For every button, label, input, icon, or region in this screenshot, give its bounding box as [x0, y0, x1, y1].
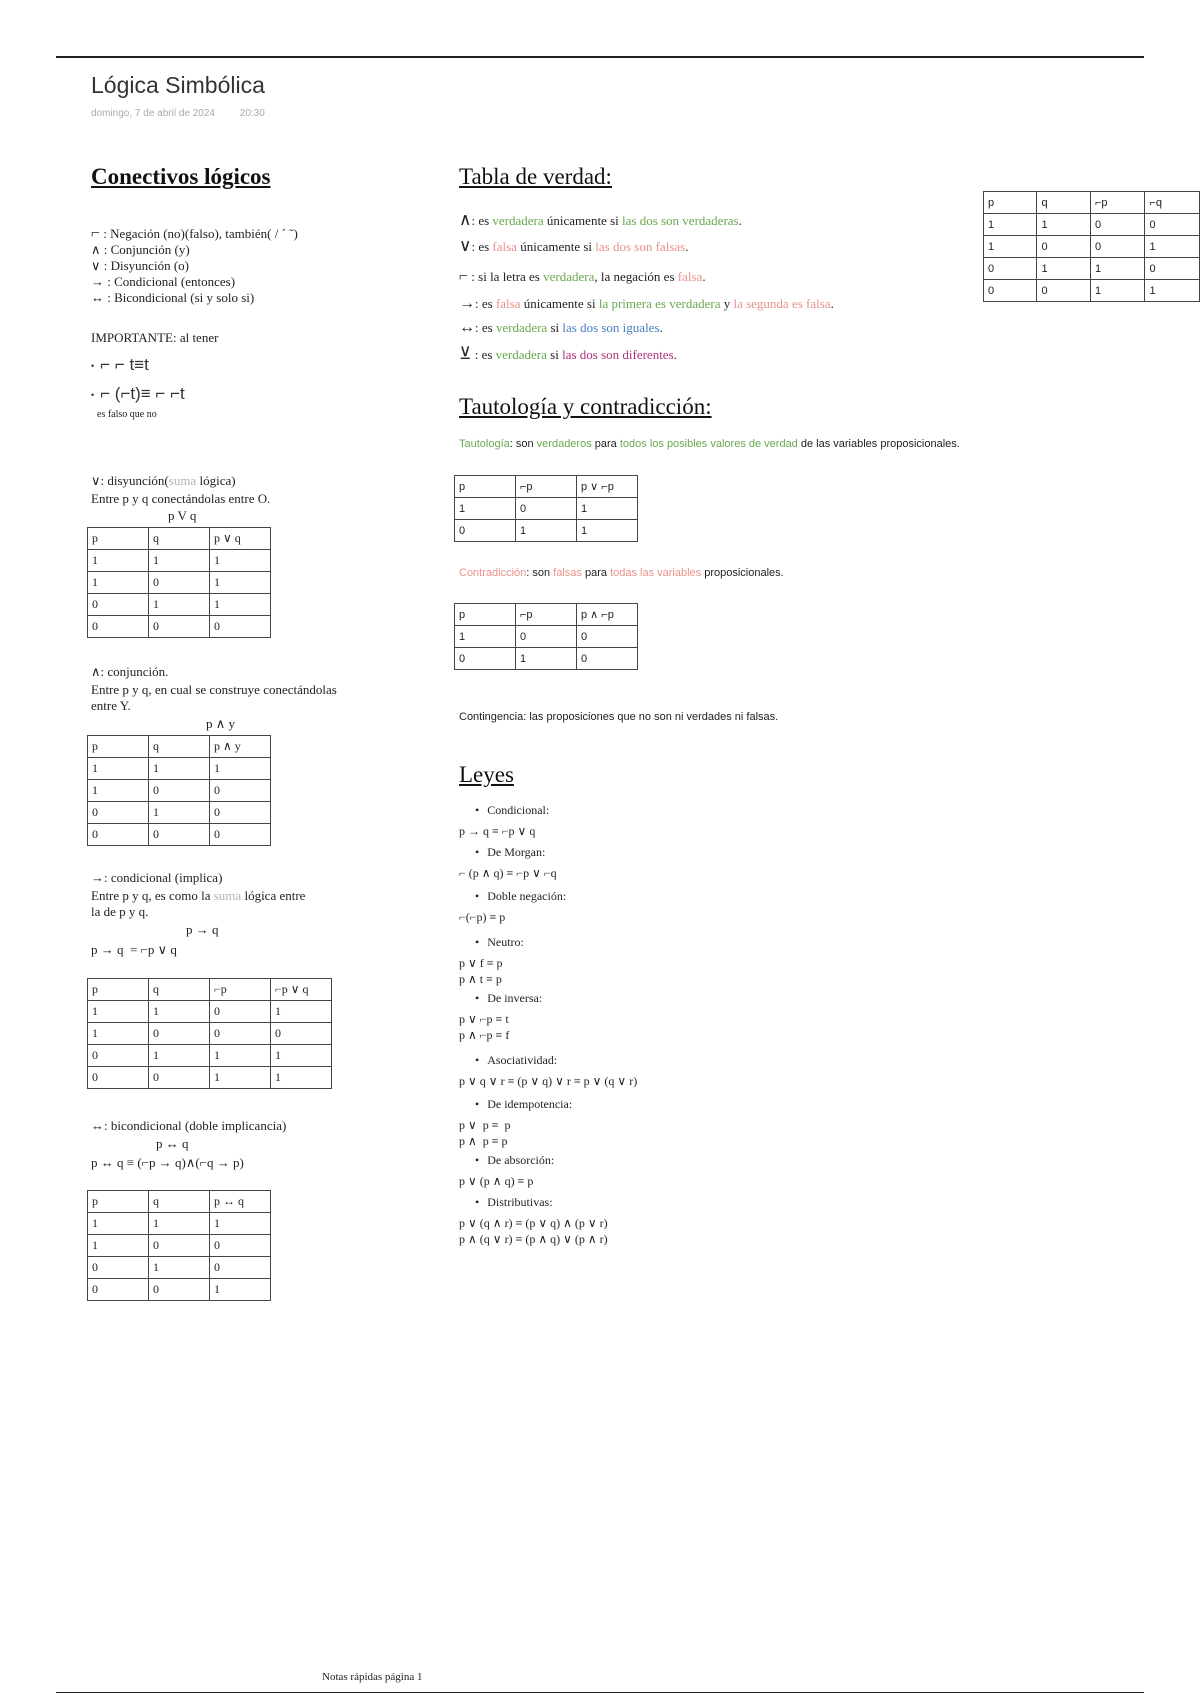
table-cell: 0 [210, 616, 271, 638]
law-formula: p ∨ q ∨ r ≡ (p ∨ q) ∨ r ≡ p ∨ (q ∨ r) [459, 1074, 638, 1088]
truth-line-or-hl2: las dos son falsas [595, 239, 686, 254]
bullet-mark: • [91, 389, 95, 400]
table-cell: 1 [149, 1257, 210, 1279]
neg-symbol: ⌐ [459, 268, 469, 285]
table-row [88, 1279, 271, 1301]
neg-symbol: ⌐ [91, 225, 101, 242]
truth-line-cond-b: únicamente si [520, 296, 599, 311]
table-cell: q [149, 1191, 210, 1213]
tautology-hl1: Tautología [459, 438, 510, 450]
law-item [459, 845, 557, 881]
conditional-title: →: condicional (implica) [91, 870, 223, 885]
law-title: • Neutro: [475, 935, 524, 950]
connective-negation-text: : Negación (no)(falso), también( / ´ ˜) [100, 226, 298, 241]
table-cell: 1 [88, 1001, 149, 1023]
table-row [88, 572, 271, 594]
disjunction-title-b: lógica) [196, 473, 236, 488]
table-cell: p [455, 476, 516, 498]
table-cell: q [149, 736, 210, 758]
truth-line-and-a: : es [471, 213, 493, 228]
contradiction-hl3: todas las variables [610, 567, 702, 579]
page-date [91, 108, 265, 119]
connectives-list [91, 226, 298, 306]
truth-line-and [459, 212, 742, 229]
truth-line-xor-b: si [546, 347, 563, 362]
or-symbol: ∨ [91, 258, 101, 273]
table-cell: 0 [149, 824, 210, 846]
table-row [984, 214, 1200, 236]
truth-line-cond-hl1: falsa [495, 296, 521, 311]
law-title: • Distributivas: [475, 1195, 608, 1210]
table-cell: 1 [1037, 214, 1090, 236]
table-cell: 1 [1145, 236, 1200, 258]
truth-line-and-c: . [738, 213, 742, 228]
law-formula: p ∨ (q ∧ r) ≡ (p ∨ q) ∧ (p ∨ r) [459, 1216, 608, 1230]
table-row [455, 626, 638, 648]
table-cell: ⌐q [1145, 192, 1200, 214]
table-cell: 0 [516, 626, 577, 648]
law-formula: p ∧ ⌐p ≡ f [459, 1028, 510, 1042]
conditional-desc-b: lógica entre [241, 888, 306, 903]
page-title: Lógica Simbólica [91, 72, 265, 98]
table-cell: 1 [88, 1213, 149, 1235]
biconditional-table [87, 1190, 271, 1301]
table-cell: 0 [88, 594, 149, 616]
law-formula: p ∧ (q ∨ r) ≡ (p ∧ q) ∨ (p ∧ r) [459, 1232, 608, 1246]
xor-symbol: ⊻ [459, 344, 472, 363]
table-row [455, 498, 638, 520]
truth-line-xor-a: : es [471, 347, 496, 362]
law-formula: p ∨ p ≡ p [459, 1118, 511, 1132]
table-cell: 0 [1037, 236, 1090, 258]
table-cell: p [455, 604, 516, 626]
law-title: • De idempotencia: [475, 1097, 572, 1112]
table-header-row [455, 476, 638, 498]
table-cell: 0 [271, 1023, 332, 1045]
truth-line-cond-d: . [830, 296, 834, 311]
connective-conditional-text: : Condicional (entonces) [104, 274, 236, 289]
table-cell: 1 [88, 572, 149, 594]
conjunction-desc-2: entre Y. [91, 698, 131, 713]
table-row [88, 1001, 332, 1023]
table-cell: 1 [1145, 280, 1200, 302]
table-row [88, 1045, 332, 1067]
table-row [88, 1257, 271, 1279]
table-cell: 0 [1037, 280, 1090, 302]
important-formula-2 [91, 384, 185, 404]
conditional-formula: p → q [186, 922, 219, 937]
table-cell: ⌐p [210, 979, 271, 1001]
table-cell: 1 [88, 758, 149, 780]
table-row [88, 594, 271, 616]
truth-line-cond-hl2: la primera es verdadera [598, 296, 721, 311]
law-item [459, 991, 542, 1043]
table-cell: 1 [88, 1235, 149, 1257]
table-cell: 0 [1090, 236, 1145, 258]
table-cell: 0 [88, 1045, 149, 1067]
bullet-mark: • [91, 360, 95, 371]
truth-line-and-hl1: verdadera [492, 213, 544, 228]
table-cell: 0 [210, 802, 271, 824]
law-formula: p ∨ f ≡ p [459, 956, 503, 970]
truth-line-xor-hl2: las dos son diferentes [562, 347, 674, 362]
conditional-desc-2: la de p y q. [91, 904, 149, 919]
truth-line-cond-c: y [720, 296, 734, 311]
table-cell: p [88, 979, 149, 1001]
conjunction-table [87, 735, 271, 846]
table-cell: 1 [210, 550, 271, 572]
truth-line-cond-a: : es [475, 296, 496, 311]
table-cell: 0 [455, 520, 516, 542]
biconditional-formula: p ↔ q [156, 1136, 189, 1151]
table-cell: p ∧ y [210, 736, 271, 758]
page-date-text: domingo, 7 de abril de 2024 [91, 108, 215, 119]
conditional-table [87, 978, 332, 1089]
table-cell: p ∧ ⌐p [577, 604, 638, 626]
table-cell: ⌐p [516, 604, 577, 626]
negation-table [983, 191, 1200, 302]
truth-line-bicond-a: : es [475, 320, 496, 335]
table-cell: p [984, 192, 1037, 214]
law-item [459, 803, 549, 839]
table-cell: 1 [210, 594, 271, 616]
table-cell: 1 [210, 1279, 271, 1301]
table-cell: 0 [149, 1067, 210, 1089]
truth-table-heading: Tabla de verdad: [459, 164, 612, 189]
table-cell: 0 [88, 1279, 149, 1301]
law-title: • Doble negación: [475, 889, 566, 904]
truth-line-and-b: únicamente si [543, 213, 622, 228]
table-cell: q [149, 528, 210, 550]
table-cell: 0 [88, 616, 149, 638]
table-cell: 1 [984, 236, 1037, 258]
law-item [459, 889, 566, 925]
table-cell: 0 [149, 572, 210, 594]
table-row [88, 550, 271, 572]
table-cell: 1 [271, 1067, 332, 1089]
double-arrow-symbol: ↔ [459, 319, 475, 336]
table-cell: 0 [1145, 214, 1200, 236]
table-cell: 1 [149, 1001, 210, 1023]
table-cell: 0 [210, 1235, 271, 1257]
table-cell: ⌐p [516, 476, 577, 498]
table-cell: 1 [210, 572, 271, 594]
connective-negation [91, 226, 298, 242]
law-formula: p ∨ (p ∧ q) ≡ p [459, 1174, 534, 1188]
law-title: • Condicional: [475, 803, 549, 818]
truth-line-or-hl1: falsa [492, 239, 517, 254]
table-cell: 0 [149, 780, 210, 802]
tautology-definition [459, 438, 960, 450]
table-cell: 1 [577, 520, 638, 542]
table-cell: 1 [149, 550, 210, 572]
table-cell: 0 [455, 648, 516, 670]
table-cell: 1 [984, 214, 1037, 236]
important-formula-1 [91, 355, 149, 375]
contradiction-table [454, 603, 638, 670]
bottom-rule [56, 1692, 1144, 1693]
arrow-symbol: → [91, 274, 104, 289]
conjunction-desc-1: Entre p y q, en cual se construye conectándolas [91, 682, 337, 697]
truth-line-bicond-hl1: verdadera [495, 320, 548, 335]
table-row [455, 520, 638, 542]
table-cell: 1 [149, 1213, 210, 1235]
table-header-row [984, 192, 1200, 214]
table-cell: 0 [577, 648, 638, 670]
conjunction-formula: p ∧ y [206, 716, 236, 731]
truth-line-xor-hl1: verdadera [495, 347, 547, 362]
table-cell: 1 [210, 1045, 271, 1067]
table-cell: 0 [577, 626, 638, 648]
table-cell: 0 [210, 824, 271, 846]
law-item [459, 1053, 637, 1089]
contradiction-hl2: falsas [553, 567, 582, 579]
connective-conditional [91, 274, 298, 290]
important-formula-1-text: ⌐ ⌐ t≡t [100, 355, 149, 374]
law-title: • De absorción: [475, 1153, 554, 1168]
important-note: IMPORTANTE: al tener [91, 330, 219, 345]
table-cell: ⌐p [1090, 192, 1145, 214]
disjunction-formula: p V q [168, 508, 197, 523]
table-cell: 1 [455, 498, 516, 520]
table-cell: p ∨ ⌐p [577, 476, 638, 498]
table-cell: 1 [149, 1045, 210, 1067]
truth-line-or [459, 238, 688, 255]
truth-line-not-a: : si la letra es [468, 269, 544, 284]
contradiction-b: para [581, 567, 611, 579]
table-header-row [88, 1191, 271, 1213]
table-cell: p [88, 1191, 149, 1213]
table-cell: 0 [88, 1257, 149, 1279]
table-row [88, 780, 271, 802]
table-cell: 0 [1090, 214, 1145, 236]
truth-line-or-c: . [685, 239, 689, 254]
truth-line-xor [459, 346, 677, 363]
table-cell: 1 [455, 626, 516, 648]
table-cell: 1 [1090, 258, 1145, 280]
table-cell: 0 [984, 258, 1037, 280]
table-row [984, 280, 1200, 302]
law-item [459, 935, 524, 987]
table-row [88, 824, 271, 846]
laws-heading: Leyes [459, 762, 514, 787]
important-formula-2-text: ⌐ (⌐t)≡ ⌐ ⌐t [100, 384, 185, 403]
table-header-row [88, 979, 332, 1001]
arrow-symbol: → [459, 295, 475, 312]
tautology-table [454, 475, 638, 542]
truth-line-not-c: . [702, 269, 706, 284]
table-row [88, 802, 271, 824]
truth-line-or-a: : es [471, 239, 493, 254]
contradiction-c: proposicionales. [701, 567, 784, 579]
contingency-definition: Contingencia: las proposiciones que no son ni verdades ni falsas. [459, 711, 779, 723]
table-cell: 1 [149, 594, 210, 616]
conditional-desc-highlight: suma [213, 888, 242, 903]
table-cell: 1 [271, 1001, 332, 1023]
truth-line-biconditional [459, 320, 663, 336]
table-cell: 1 [271, 1045, 332, 1067]
disjunction-table [87, 527, 271, 638]
table-cell: p ∨ q [210, 528, 271, 550]
conditional-desc-a: Entre p y q, es como la [91, 888, 214, 903]
table-cell: ⌐p ∨ q [271, 979, 332, 1001]
top-rule [56, 56, 1144, 58]
disjunction-title-highlight: suma [168, 473, 197, 488]
important-note-caption: es falso que no [97, 409, 157, 420]
table-cell: q [149, 979, 210, 1001]
law-formula: p → q ≡ ⌐p ∨ q [459, 824, 536, 838]
and-symbol: ∧ [91, 242, 101, 257]
law-item [459, 1097, 572, 1149]
law-title: • De Morgan: [475, 845, 557, 860]
table-cell: 1 [88, 1023, 149, 1045]
table-cell: 1 [149, 758, 210, 780]
law-formula: p ∨ ⌐p ≡ t [459, 1012, 509, 1026]
table-cell: p [88, 528, 149, 550]
table-cell: 0 [88, 802, 149, 824]
tautology-b: para [591, 438, 620, 450]
table-cell: 0 [149, 1279, 210, 1301]
table-cell: 0 [984, 280, 1037, 302]
connective-disjunction-text: : Disyunción (o) [100, 258, 189, 273]
table-cell: p ↔ q [210, 1191, 271, 1213]
law-item [459, 1195, 608, 1247]
truth-line-xor-c: . [673, 347, 677, 362]
table-cell: 1 [210, 1213, 271, 1235]
connective-biconditional-text: : Bicondicional (si y solo si) [104, 290, 255, 305]
biconditional-title: ↔: bicondicional (doble implicancia) [91, 1118, 287, 1133]
disjunction-desc: Entre p y q conectándolas entre O. [91, 491, 271, 506]
law-title: • De inversa: [475, 991, 542, 1006]
table-cell: 1 [516, 648, 577, 670]
tautology-a: : son [509, 438, 537, 450]
table-cell: p [88, 736, 149, 758]
table-row [984, 236, 1200, 258]
table-cell: 0 [210, 1257, 271, 1279]
table-cell: 0 [516, 498, 577, 520]
table-header-row [88, 736, 271, 758]
table-cell: 1 [1090, 280, 1145, 302]
table-row [88, 616, 271, 638]
truth-line-not-b: , la negación es [594, 269, 678, 284]
truth-line-not [459, 269, 706, 285]
truth-line-not-hl2: falsa [677, 269, 703, 284]
table-cell: 1 [577, 498, 638, 520]
tautology-heading: Tautología y contradicción: [459, 394, 712, 419]
table-row [88, 1213, 271, 1235]
tautology-c: de las variables proposicionales. [797, 438, 960, 450]
law-formula: ⌐ (p ∧ q) ≡ ⌐p ∨ ⌐q [459, 866, 557, 880]
table-cell: 1 [516, 520, 577, 542]
table-cell: 0 [210, 1023, 271, 1045]
page-time-text: 20:30 [239, 108, 265, 119]
table-row [984, 258, 1200, 280]
table-cell: 0 [210, 780, 271, 802]
table-cell: 1 [210, 758, 271, 780]
truth-line-not-hl1: verdadera [543, 269, 595, 284]
connective-conjunction [91, 242, 298, 258]
truth-line-bicond-b: si [547, 320, 563, 335]
table-cell: 0 [88, 824, 149, 846]
truth-line-or-b: únicamente si [516, 239, 596, 254]
table-cell: 1 [149, 802, 210, 824]
truth-line-and-hl2: las dos son verdaderas [622, 213, 739, 228]
and-symbol: ∧ [459, 210, 472, 229]
table-cell: 1 [1037, 258, 1090, 280]
table-cell: 1 [210, 1067, 271, 1089]
truth-line-bicond-c: . [659, 320, 663, 335]
table-row [88, 1023, 332, 1045]
table-cell: 0 [88, 1067, 149, 1089]
conditional-equivalence: p → q = ⌐p ∨ q [91, 942, 177, 957]
table-header-row [455, 604, 638, 626]
tautology-hl2: verdaderos [536, 438, 592, 450]
law-formula: ⌐(⌐p) ≡ p [459, 910, 506, 924]
table-cell: 0 [149, 1235, 210, 1257]
connective-disjunction [91, 258, 298, 274]
table-row [455, 648, 638, 670]
table-header-row [88, 528, 271, 550]
double-arrow-symbol: ↔ [91, 290, 104, 305]
truth-line-bicond-hl2: las dos son iguales [562, 320, 660, 335]
table-cell: q [1037, 192, 1090, 214]
law-formula: p ∧ p ≡ p [459, 1134, 508, 1148]
law-title: • Asociatividad: [475, 1053, 637, 1068]
page-footer: Notas rápidas página 1 [322, 1671, 423, 1683]
contradiction-a: : son [526, 567, 554, 579]
connectives-heading: Conectivos lógicos [91, 164, 271, 189]
table-row [88, 1235, 271, 1257]
law-formula: p ∧ t ≡ p [459, 972, 502, 986]
table-cell: 0 [210, 1001, 271, 1023]
tautology-hl3: todos los posibles valores de verdad [619, 438, 798, 450]
table-row [88, 1067, 332, 1089]
law-item [459, 1153, 554, 1189]
table-cell: 1 [88, 780, 149, 802]
contradiction-definition [459, 567, 784, 579]
table-cell: 0 [1145, 258, 1200, 280]
disjunction-title-a: ∨: disyunción( [91, 473, 169, 488]
table-row [88, 758, 271, 780]
table-cell: 0 [149, 616, 210, 638]
or-symbol: ∨ [459, 236, 472, 255]
conjunction-title: ∧: conjunción. [91, 664, 169, 679]
truth-line-conditional [459, 296, 834, 312]
table-cell: 0 [149, 1023, 210, 1045]
connective-conjunction-text: : Conjunción (y) [100, 242, 190, 257]
table-cell: 1 [88, 550, 149, 572]
disjunction-title [91, 473, 236, 489]
biconditional-equivalence: p ↔ q ≡ (⌐p → q)∧(⌐q → p) [91, 1155, 244, 1170]
truth-line-cond-hl3: la segunda es falsa [733, 296, 831, 311]
conditional-desc-1 [91, 888, 305, 904]
contradiction-hl1: Contradicción [459, 567, 527, 579]
connective-biconditional [91, 290, 298, 306]
